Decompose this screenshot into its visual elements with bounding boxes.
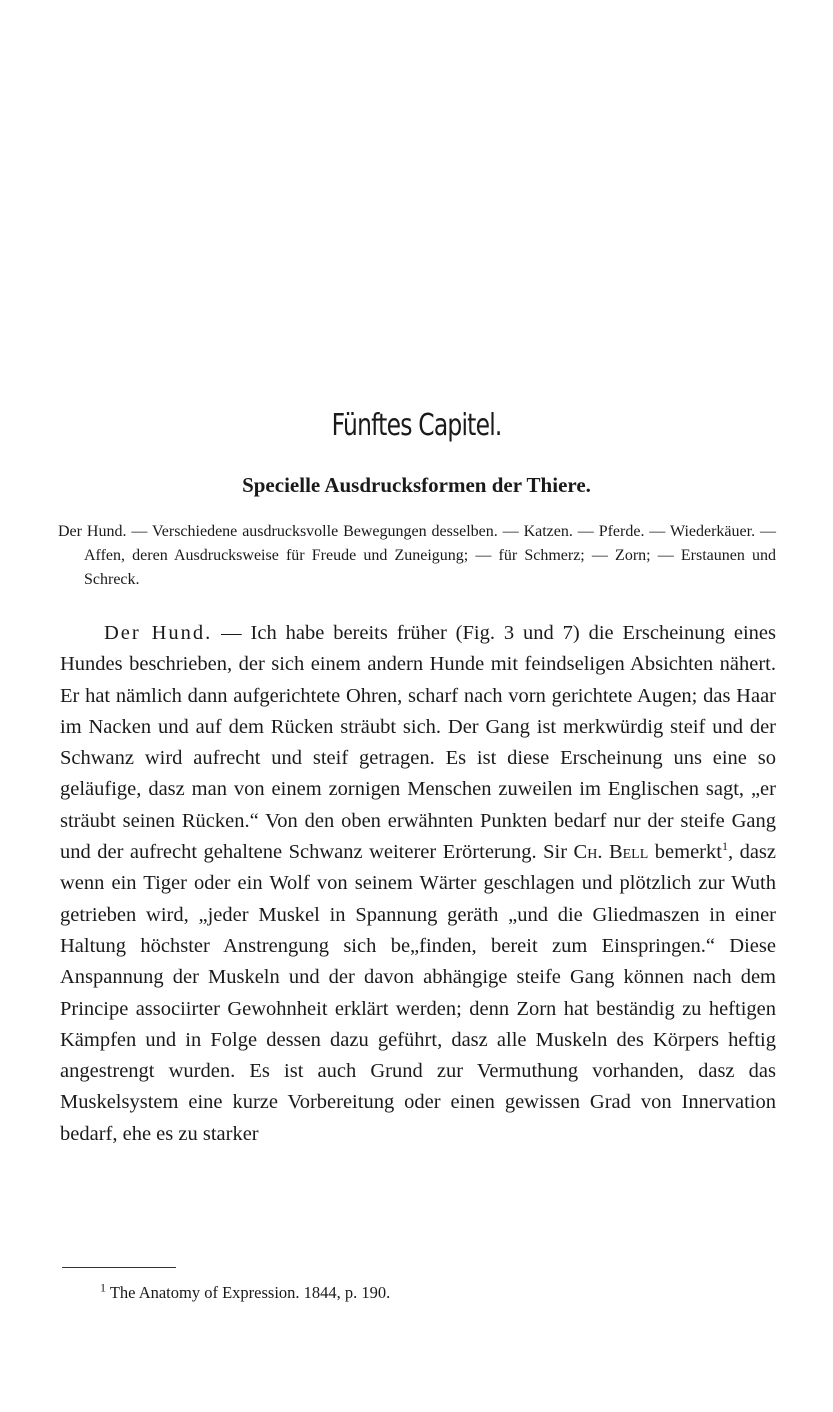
- footnote-reference: 1: [721, 839, 728, 854]
- author-name: Ch. Bell: [573, 841, 649, 864]
- body-text-part-1: — Ich habe bereits früher (Fig. 3 und 7) die Erscheinung eines Hundes beschrieben, der sich einem andern Hunde mit feindseligen Absichten nähert. Er hat nämlich dann aufgerichtete Ohren, scharf nach vorn gerichtete Augen; das Haar im Nacken und auf dem Rücken sträubt sich. Der Gang ist merkwürdig steif und der Schwanz wird aufrecht und steif getragen. Es ist diese Erscheinung uns eine so geläufige, dasz man von einem zornigen Menschen zuweilen im Englischen sagt, „er sträubt seinen Rücken.“ Von den oben erwähnten Punkten bedarf nur der steife Gang und der aufrecht gehaltene Schwanz weiterer Erörterung. Sir: [60, 622, 776, 864]
- section-lead: Der Hund.: [104, 622, 213, 644]
- chapter-summary: [58, 520, 776, 592]
- body-text-part-3: , dasz wenn ein Tiger oder ein Wolf von seinem Wärter geschlagen und plötzlich zur Wuth getrieben wird, „jeder Muskel in Spannung geräth „und die Gliedmaszen in einer Haltung höchster Anstrengung sich be„finden, bereit zum Einspringen.“ Diese Anspannung der Muskeln und der davon abhängige steife Gang können nach dem Principe associirter Gewohnheit erklärt werden; denn Zorn hat beständig zu heftigen Kämpfen und in Folge dessen dazu geführt, dasz alle Muskeln des Körpers heftig angestrengt wurden. Es ist auch Grund zur Vermuthung vorhanden, dasz das Muskelsystem eine kurze Vorbereitung oder einen gewissen Grad von Innervation bedarf, ehe es zu starker: [60, 841, 776, 1145]
- footnote: [100, 1281, 776, 1305]
- chapter-title: Fünftes Capitel.: [331, 408, 502, 443]
- footnote-text: The Anatomy of Expression. 1844, p. 190.: [106, 1283, 391, 1302]
- body-text-part-2: bemerkt: [648, 841, 722, 864]
- footnote-divider: [62, 1267, 176, 1268]
- footnote-marker: 1: [100, 1280, 106, 1295]
- chapter-summary-text: Der Hund. — Verschiedene ausdrucksvolle Bewegungen desselben. — Katzen. — Pferde. — Wiederkäuer. — Affen, deren Ausdrucksweise für Freude und Zuneigung; — für Schmerz; — Zorn; — Erstaunen und Schreck.: [58, 523, 776, 588]
- chapter-subtitle: Specielle Ausdrucksformen der Thiere.: [242, 473, 591, 497]
- body-paragraph: [60, 618, 776, 1150]
